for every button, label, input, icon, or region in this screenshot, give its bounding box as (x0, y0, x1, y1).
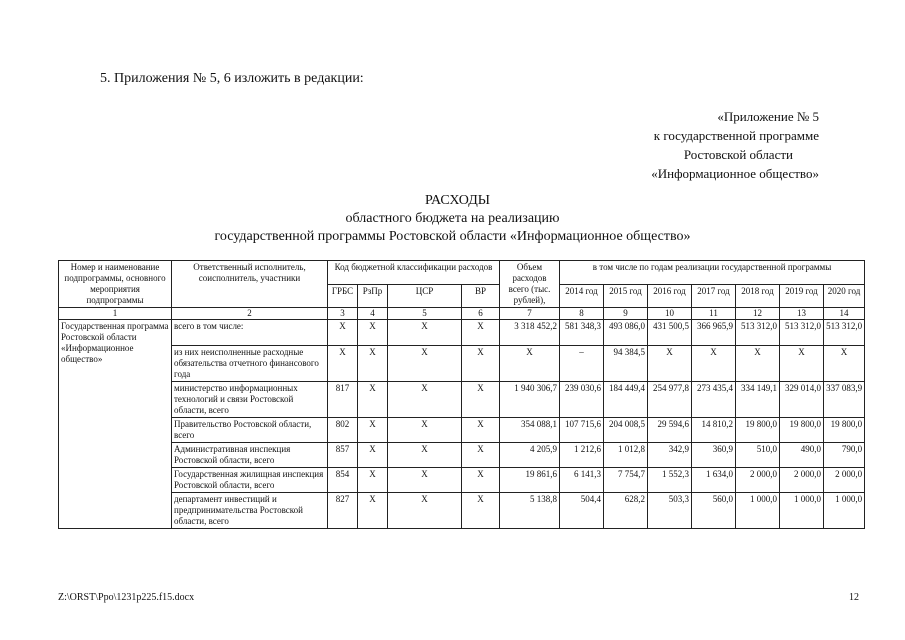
col-number: 4 (358, 308, 388, 320)
year-2020-cell: 513 312,0 (824, 320, 865, 346)
header-grbs: ГРБС (328, 284, 358, 308)
csr-cell: Х (388, 320, 462, 346)
total-cell: 19 861,6 (500, 468, 560, 493)
executor-cell: департамент инвестиций и предпринимательства Ростовской области, всего (172, 493, 328, 529)
heading-subtitle-1: областного бюджета на реализацию (345, 211, 560, 226)
col-number: 2 (172, 308, 328, 320)
csr-cell: Х (388, 382, 462, 418)
footer-page-number: 12 (849, 592, 859, 603)
col-number: 11 (692, 308, 736, 320)
col-number: 8 (560, 308, 604, 320)
year-2019-cell: 513 312,0 (780, 320, 824, 346)
year-2020-cell: Х (824, 346, 865, 382)
grbs-cell: 857 (328, 443, 358, 468)
year-2020-cell: 2 000,0 (824, 468, 865, 493)
total-cell: 354 088,1 (500, 418, 560, 443)
column-number-row (59, 308, 865, 320)
executor-cell: Административная инспекция Ростовской области, всего (172, 443, 328, 468)
header-year-2016: 2016 год (648, 284, 692, 308)
year-2016-cell: 342,9 (648, 443, 692, 468)
executor-cell: всего в том числе: (172, 320, 328, 346)
year-2019-cell: 19 800,0 (780, 418, 824, 443)
program-name-cell: Государственная программа Ростовской области «Информационное общество» (59, 320, 172, 529)
year-2018-cell: 513 312,0 (736, 320, 780, 346)
table-row (59, 320, 865, 346)
vr-cell: Х (462, 320, 500, 346)
executor-cell: министерство информационных технологий и связи Ростовской области, всего (172, 382, 328, 418)
year-2014-cell: 6 141,3 (560, 468, 604, 493)
year-2019-cell: 329 014,0 (780, 382, 824, 418)
year-2014-cell: 1 212,6 (560, 443, 604, 468)
csr-cell: Х (388, 346, 462, 382)
col-number: 1 (59, 308, 172, 320)
appendix-line-3: Ростовской области (683, 147, 793, 162)
heading-subtitle-2: государственной программы Ростовской области «Информационное общество» (214, 229, 691, 244)
appendix-line-1: «Приложение № 5 (717, 109, 819, 124)
executor-cell: из них неисполненные расходные обязательства отчетного финансового года (172, 346, 328, 382)
year-2017-cell: 1 634,0 (692, 468, 736, 493)
year-2014-cell: 581 348,3 (560, 320, 604, 346)
year-2015-cell: 493 086,0 (604, 320, 648, 346)
rzpr-cell: Х (358, 346, 388, 382)
year-2019-cell: 1 000,0 (780, 493, 824, 529)
heading-title: РАСХОДЫ (425, 193, 490, 208)
year-2018-cell: 2 000,0 (736, 468, 780, 493)
year-2015-cell: 1 012,8 (604, 443, 648, 468)
vr-cell: Х (462, 443, 500, 468)
header-year-2015: 2015 год (604, 284, 648, 308)
col-number: 5 (388, 308, 462, 320)
col-number: 13 (780, 308, 824, 320)
col-number: 7 (500, 308, 560, 320)
header-vr: ВР (462, 284, 500, 308)
table-header-row-1 (59, 261, 865, 285)
year-2016-cell: 503,3 (648, 493, 692, 529)
year-2017-cell: 360,9 (692, 443, 736, 468)
vr-cell: Х (462, 418, 500, 443)
header-year-2018: 2018 год (736, 284, 780, 308)
col-number: 3 (328, 308, 358, 320)
header-year-2019: 2019 год (780, 284, 824, 308)
header-executor: Ответственный исполнитель, соисполнитель, участники (172, 261, 328, 308)
year-2020-cell: 1 000,0 (824, 493, 865, 529)
header-budget-code: Код бюджетной классификации расходов (328, 261, 500, 285)
appendix-reference (579, 107, 819, 183)
grbs-cell: 854 (328, 468, 358, 493)
year-2017-cell: 273 435,4 (692, 382, 736, 418)
total-cell: 4 205,9 (500, 443, 560, 468)
header-program-name: Номер и наименование подпрограммы, основного мероприятия подпрограммы (59, 261, 172, 308)
executor-cell: Правительство Ростовской области, всего (172, 418, 328, 443)
grbs-cell: Х (328, 346, 358, 382)
header-by-years: в том числе по годам реализации государственной программы (560, 261, 865, 285)
year-2016-cell: Х (648, 346, 692, 382)
vr-cell: Х (462, 468, 500, 493)
year-2014-cell: 107 715,6 (560, 418, 604, 443)
header-year-2017: 2017 год (692, 284, 736, 308)
year-2017-cell: 560,0 (692, 493, 736, 529)
year-2019-cell: Х (780, 346, 824, 382)
year-2014-cell: 504,4 (560, 493, 604, 529)
year-2015-cell: 204 008,5 (604, 418, 648, 443)
year-2017-cell: 14 810,2 (692, 418, 736, 443)
rzpr-cell: Х (358, 382, 388, 418)
year-2020-cell: 337 083,9 (824, 382, 865, 418)
year-2017-cell: Х (692, 346, 736, 382)
table-row (59, 382, 865, 418)
total-cell: 5 138,8 (500, 493, 560, 529)
rzpr-cell: Х (358, 493, 388, 529)
year-2018-cell: 1 000,0 (736, 493, 780, 529)
table-row (59, 493, 865, 529)
col-number: 10 (648, 308, 692, 320)
vr-cell: Х (462, 346, 500, 382)
rzpr-cell: Х (358, 320, 388, 346)
table-row (59, 418, 865, 443)
year-2015-cell: 94 384,5 (604, 346, 648, 382)
year-2015-cell: 628,2 (604, 493, 648, 529)
header-volume: Объем расходов всего (тыс. рублей), (500, 261, 560, 308)
table-row (59, 468, 865, 493)
total-cell: 3 318 452,2 (500, 320, 560, 346)
csr-cell: Х (388, 418, 462, 443)
col-number: 9 (604, 308, 648, 320)
csr-cell: Х (388, 443, 462, 468)
year-2015-cell: 7 754,7 (604, 468, 648, 493)
header-year-2014: 2014 год (560, 284, 604, 308)
year-2016-cell: 431 500,5 (648, 320, 692, 346)
year-2016-cell: 1 552,3 (648, 468, 692, 493)
year-2019-cell: 490,0 (780, 443, 824, 468)
header-csr: ЦСР (388, 284, 462, 308)
col-number: 14 (824, 308, 865, 320)
col-number: 12 (736, 308, 780, 320)
executor-cell: Государственная жилищная инспекция Ростовской области, всего (172, 468, 328, 493)
rzpr-cell: Х (358, 418, 388, 443)
grbs-cell: Х (328, 320, 358, 346)
header-rzpr: РзПр (358, 284, 388, 308)
year-2018-cell: 510,0 (736, 443, 780, 468)
document-heading (0, 192, 905, 246)
total-cell: 1 940 306,7 (500, 382, 560, 418)
year-2017-cell: 366 965,9 (692, 320, 736, 346)
total-cell: Х (500, 346, 560, 382)
year-2014-cell: 239 030,6 (560, 382, 604, 418)
grbs-cell: 802 (328, 418, 358, 443)
csr-cell: Х (388, 493, 462, 529)
year-2018-cell: Х (736, 346, 780, 382)
footer-file-path: Z:\ORST\Ppo\1231p225.f15.docx (58, 592, 195, 603)
year-2016-cell: 254 977,8 (648, 382, 692, 418)
rzpr-cell: Х (358, 468, 388, 493)
year-2020-cell: 790,0 (824, 443, 865, 468)
year-2018-cell: 334 149,1 (736, 382, 780, 418)
appendix-line-2: к государственной программе (653, 128, 819, 143)
csr-cell: Х (388, 468, 462, 493)
expenses-table (58, 260, 865, 529)
year-2015-cell: 184 449,4 (604, 382, 648, 418)
grbs-cell: 817 (328, 382, 358, 418)
header-year-2020: 2020 год (824, 284, 865, 308)
grbs-cell: 827 (328, 493, 358, 529)
intro-text: 5. Приложения № 5, 6 изложить в редакции: (100, 71, 364, 86)
year-2020-cell: 19 800,0 (824, 418, 865, 443)
year-2016-cell: 29 594,6 (648, 418, 692, 443)
table-row (59, 443, 865, 468)
year-2019-cell: 2 000,0 (780, 468, 824, 493)
vr-cell: Х (462, 382, 500, 418)
vr-cell: Х (462, 493, 500, 529)
table-row (59, 346, 865, 382)
year-2018-cell: 19 800,0 (736, 418, 780, 443)
appendix-line-4: «Информационное общество» (651, 166, 819, 181)
year-2014-cell: – (560, 346, 604, 382)
rzpr-cell: Х (358, 443, 388, 468)
col-number: 6 (462, 308, 500, 320)
